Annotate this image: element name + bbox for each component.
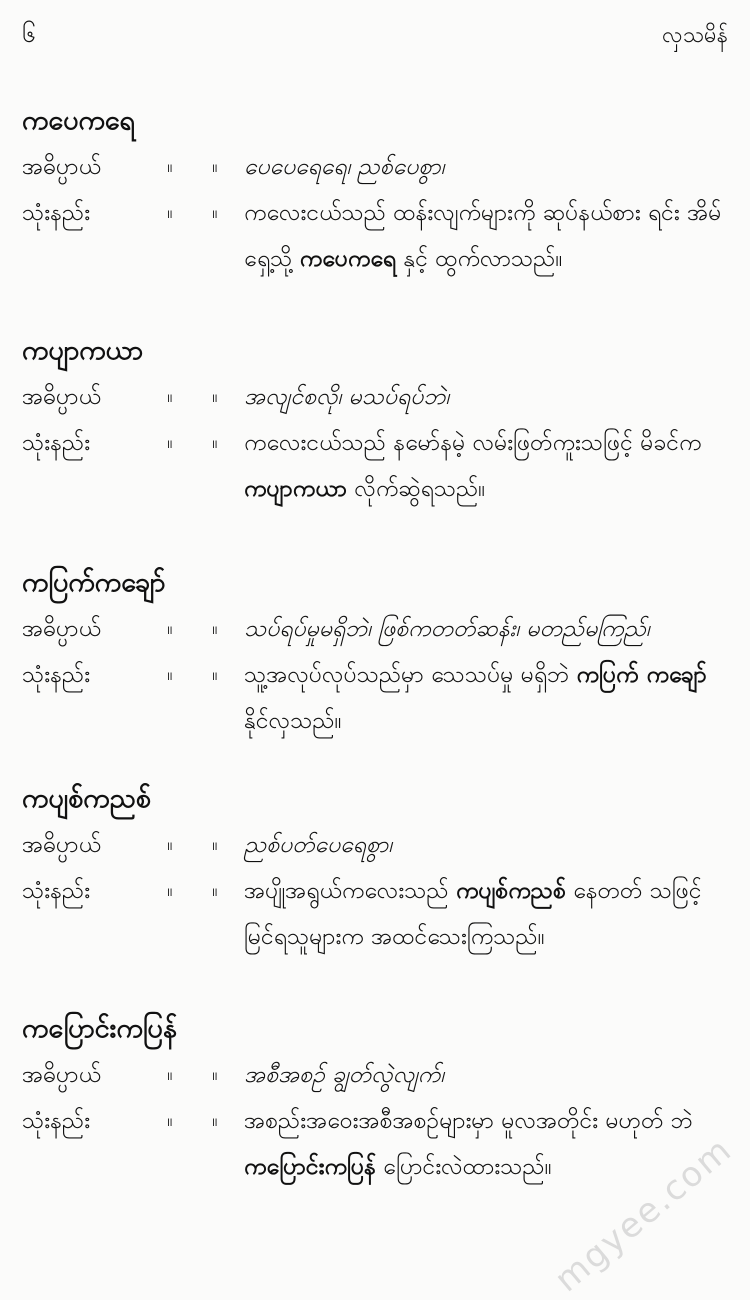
section-mark: ။ bbox=[212, 664, 218, 685]
meaning-label: အဓိပ္ပာယ် bbox=[22, 1062, 101, 1088]
usage-row bbox=[22, 190, 732, 282]
entry-term: ကပြောင်းကပြန် bbox=[22, 1013, 177, 1044]
section-mark: ။ bbox=[167, 202, 173, 223]
section-mark: ။ bbox=[167, 618, 173, 639]
usage-term-bold: ကပျာကယာ bbox=[244, 476, 348, 502]
usage-row bbox=[22, 1098, 732, 1190]
dictionary-entry bbox=[22, 1006, 732, 1190]
section-mark: ။ bbox=[167, 156, 173, 177]
section-mark: ။ bbox=[167, 664, 173, 685]
dictionary-entry bbox=[22, 560, 732, 744]
meaning-label: အဓိပ္ပာယ် bbox=[22, 154, 101, 180]
meaning-label: အဓိပ္ပာယ် bbox=[22, 384, 101, 410]
usage-row bbox=[22, 652, 732, 744]
usage-text bbox=[244, 652, 732, 744]
meaning-label: အဓိပ္ပာယ် bbox=[22, 832, 101, 858]
entry-term: ကပေကရေ bbox=[22, 105, 136, 136]
usage-label: သုံးနည်း bbox=[22, 662, 91, 688]
entry-term: ကပျစ်ကညစ် bbox=[22, 783, 151, 814]
section-mark: ။ bbox=[212, 880, 218, 901]
section-mark: ။ bbox=[212, 618, 218, 639]
running-title: လှသမိန် bbox=[662, 23, 728, 48]
usage-text bbox=[244, 420, 732, 512]
usage-text-post: နိုင်လှသည်။ bbox=[244, 708, 342, 734]
usage-text-post: နှင့် ထွက်လာသည်။ bbox=[396, 246, 563, 272]
usage-term-bold: ကပြောင်းကပြန် bbox=[244, 1154, 376, 1180]
section-mark: ။ bbox=[167, 1064, 173, 1085]
usage-label: သုံးနည်း bbox=[22, 200, 91, 226]
meaning-row bbox=[22, 144, 732, 190]
usage-label: သုံးနည်း bbox=[22, 430, 91, 456]
usage-term-bold: ကပြက် ကချော် bbox=[576, 662, 707, 688]
usage-label: သုံးနည်း bbox=[22, 1108, 91, 1134]
watermark: mgyee.com bbox=[547, 1129, 740, 1300]
usage-text-pre: အပျိုအရွယ်ကလေးသည် bbox=[244, 878, 449, 904]
usage-text-post: နေတတ် သဖြင့် မြင်ရသူများက အထင်သေးကြသည်။ bbox=[244, 878, 702, 950]
section-mark: ။ bbox=[212, 1110, 218, 1131]
meaning-text: သပ်ရပ်မှုမရှိဘဲ၊ ဖြစ်ကတတ်ဆန်း၊ မတည်မကြည်၊ bbox=[244, 616, 650, 642]
usage-text bbox=[244, 868, 732, 960]
dictionary-entry bbox=[22, 776, 732, 960]
meaning-text: ညစ်ပတ်ပေရေစွာ၊ bbox=[244, 832, 393, 858]
section-mark: ။ bbox=[167, 386, 173, 407]
section-mark: ။ bbox=[212, 202, 218, 223]
page-header bbox=[22, 18, 728, 58]
usage-label: သုံးနည်း bbox=[22, 878, 91, 904]
section-mark: ။ bbox=[212, 156, 218, 177]
meaning-row bbox=[22, 374, 732, 420]
usage-text-post: ပြောင်းလဲထားသည်။ bbox=[375, 1154, 552, 1180]
usage-term-bold: ကပေကရေ bbox=[299, 246, 397, 272]
meaning-row bbox=[22, 1052, 732, 1098]
usage-text bbox=[244, 190, 732, 282]
meaning-label: အဓိပ္ပာယ် bbox=[22, 616, 101, 642]
usage-row bbox=[22, 420, 732, 512]
meaning-row bbox=[22, 606, 732, 652]
section-mark: ။ bbox=[167, 834, 173, 855]
usage-text-pre: ကလေးငယ်သည် နမော်နမဲ့ လမ်းဖြတ်ကူးသဖြင့် မိခင်က bbox=[244, 430, 702, 456]
usage-text-pre: အစည်းအဝေးအစီအစဉ်များမှာ မူလအတိုင်း မဟုတ် ဘဲ bbox=[244, 1108, 693, 1134]
usage-text-pre: ကလေးငယ်သည် ထန်းလျက်များကို ဆုပ်နယ်စား ရင်း အိမ်ရှေ့သို့ bbox=[244, 200, 722, 272]
section-mark: ။ bbox=[212, 834, 218, 855]
meaning-text: အလျင်စလို၊ မသပ်ရပ်ဘဲ၊ bbox=[244, 384, 450, 410]
section-mark: ။ bbox=[167, 432, 173, 453]
section-mark: ။ bbox=[212, 432, 218, 453]
usage-text-pre: သူ့အလုပ်လုပ်သည်မှာ သေသပ်မှု မရှိဘဲ bbox=[244, 662, 570, 688]
usage-text-post: လိုက်ဆွဲရသည်။ bbox=[347, 476, 486, 502]
section-mark: ။ bbox=[167, 880, 173, 901]
dictionary-entry bbox=[22, 328, 732, 512]
dictionary-entry bbox=[22, 98, 732, 282]
section-mark: ။ bbox=[212, 1064, 218, 1085]
meaning-text: ပေပေရေရေ၊ ညစ်ပေစွာ၊ bbox=[244, 154, 445, 180]
meaning-text: အစီအစဉ် ချွတ်လွဲလျက်၊ bbox=[244, 1062, 445, 1088]
section-mark: ။ bbox=[167, 1110, 173, 1131]
entry-term: ကပြက်ကချော် bbox=[22, 567, 166, 598]
section-mark: ။ bbox=[212, 386, 218, 407]
page-number: ၆ bbox=[22, 20, 36, 48]
usage-term-bold: ကပျစ်ကညစ် bbox=[456, 878, 566, 904]
usage-row bbox=[22, 868, 732, 960]
entry-term: ကပျာကယာ bbox=[22, 335, 143, 366]
meaning-row bbox=[22, 822, 732, 868]
